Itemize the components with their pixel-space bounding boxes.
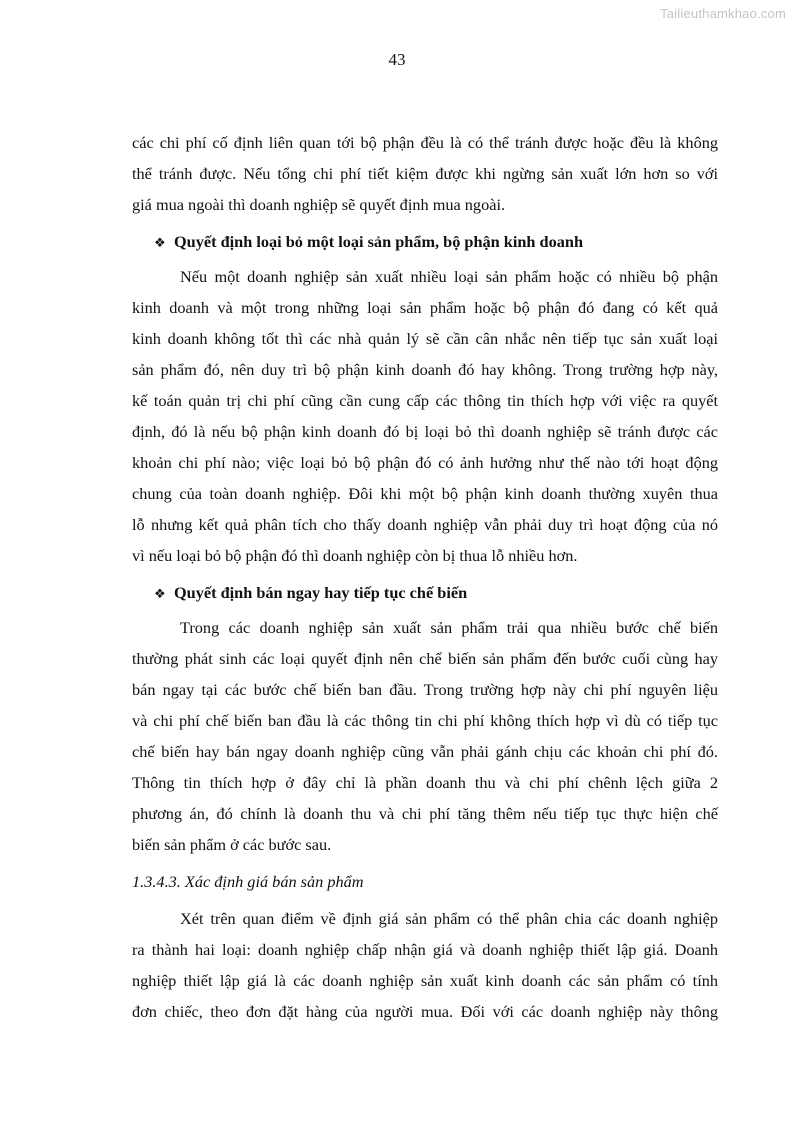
paragraph <box>132 127 718 220</box>
diamond-bullet-icon: ❖ <box>154 236 166 251</box>
section-heading <box>132 226 718 257</box>
text-line: thể tránh được. Nếu tổng chi phí tiết kiệm được khi ngừng sản xuất lớn hơn so với <box>132 164 718 183</box>
text-line: đơn chiếc, theo đơn đặt hàng của người mua. Đối với các doanh nghiệp này thông <box>132 1002 718 1021</box>
text-line: Xét trên quan điểm về định giá sản phẩm có thể phân chia các doanh nghiệp <box>180 909 718 928</box>
subsection-heading: 1.3.4.3. Xác định giá bán sản phẩm <box>132 872 364 891</box>
text-line: chung của toàn doanh nghiệp. Đôi khi một bộ phận kinh doanh thường xuyên thua <box>132 484 718 503</box>
page-number: 43 <box>388 50 406 69</box>
text-line: và chi phí chế biến ban đầu là các thông tin chi phí không thích hợp vì dù có tiếp tục <box>132 711 718 730</box>
section-heading-text: Quyết định bán ngay hay tiếp tục chế biến <box>174 583 468 602</box>
text-line: thường phát sinh các loại quyết định nên chế biến sản phẩm đến bước cuối cùng hay <box>132 649 718 668</box>
page-body <box>132 127 718 1027</box>
text-line: kế toán quản trị chi phí cũng cần cung cấp các thông tin thích hợp với việc ra quyết <box>132 391 718 410</box>
text-line: bán ngay tại các bước chế biến ban đầu. Trong trường hợp này chi phí nguyên liệu <box>132 680 718 699</box>
text-line: vì nếu loại bỏ bộ phận đó thì doanh nghiệp còn bị thua lỗ nhiều hơn. <box>132 546 578 565</box>
text-line: sản phẩm đó, nên duy trì bộ phận kinh doanh đó hay không. Trong trường hợp này, <box>132 360 718 379</box>
text-line: lỗ nhưng kết quả phân tích cho thấy doanh nghiệp vẫn phải duy trì hoạt động của nó <box>132 515 718 534</box>
paragraph <box>132 612 718 860</box>
text-line: nghiệp thiết lập giá là các doanh nghiệp sản xuất kinh doanh các sản phẩm có tính <box>132 971 718 990</box>
text-line: Nếu một doanh nghiệp sản xuất nhiều loại sản phẩm hoặc có nhiều bộ phận <box>180 267 718 286</box>
text-line: các chi phí cố định liên quan tới bộ phận đều là có thể tránh được hoặc đều là không <box>132 133 718 152</box>
text-line: kinh doanh và một trong những loại sản phẩm hoặc bộ phận đó đang có kết quả <box>132 298 718 317</box>
text-line: khoản chi phí nào; việc loại bỏ bộ phận đó có ảnh hưởng như thế nào tới hoạt động <box>132 453 718 472</box>
diamond-bullet-icon: ❖ <box>154 587 166 602</box>
text-line: Trong các doanh nghiệp sản xuất sản phẩm trải qua nhiều bước chế biến <box>180 618 718 637</box>
text-line: biến sản phẩm ở các bước sau. <box>132 835 332 854</box>
paragraph <box>132 903 718 1027</box>
text-line: ra thành hai loại: doanh nghiệp chấp nhận giá và doanh nghiệp thiết lập giá. Doanh <box>132 940 718 959</box>
section-heading-text: Quyết định loại bỏ một loại sản phẩm, bộ phận kinh doanh <box>174 232 583 251</box>
text-line: giá mua ngoài thì doanh nghiệp sẽ quyết định mua ngoài. <box>132 195 506 214</box>
text-line: phương án, đó chính là doanh thu và chi phí tăng thêm nếu tiếp tục thực hiện chế <box>132 804 718 823</box>
text-line: chế biến hay bán ngay doanh nghiệp cũng vẫn phải gánh chịu các khoản chi phí đó. <box>132 742 718 761</box>
text-line: định, đó là nếu bộ phận kinh doanh đó bị loại bỏ thì doanh nghiệp sẽ tránh được các <box>132 422 718 441</box>
text-line: Thông tin thích hợp ở đây chỉ là phần doanh thu và chi phí chênh lệch giữa 2 <box>132 773 718 792</box>
section-heading <box>132 577 718 608</box>
paragraph <box>132 261 718 571</box>
watermark: Tailieuthamkhao.com <box>660 6 786 21</box>
text-line: kinh doanh không tốt thì các nhà quản lý sẽ cần cân nhắc nên tiếp tục sản xuất loại <box>132 329 718 348</box>
